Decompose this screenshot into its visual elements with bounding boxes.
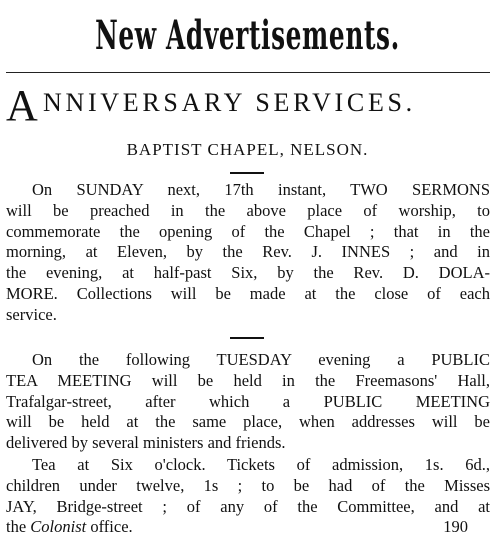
paragraph-tickets <box>6 455 490 538</box>
text-line: TEA MEETING will be held in the Freemasons' Hall, <box>6 370 490 390</box>
text-line: commemorate the opening of the Chapel ; that in the <box>6 221 490 241</box>
text-line: children under twelve, 1s ; to be had of the Misses <box>6 475 490 495</box>
paragraph-sunday-services <box>6 180 490 326</box>
text-line: service. <box>6 304 57 324</box>
ad-title-text: NNIVERSARY SERVICES. <box>43 88 416 117</box>
text-line: Trafalgar-street, after which a PUBLIC MEETING <box>6 391 490 411</box>
text-line: will be preached in the above place of worship, to <box>6 200 490 220</box>
text-line: delivered by several ministers and friends. <box>6 433 286 453</box>
last-line-suffix: office. <box>86 517 133 537</box>
text-line: On the following TUESDAY evening a PUBLIC <box>32 350 490 369</box>
ad-title <box>6 81 490 132</box>
divider-1 <box>230 172 264 174</box>
ad-reference-number: 190 <box>443 517 468 537</box>
last-line <box>6 517 490 538</box>
divider-2 <box>230 337 264 339</box>
header-rule <box>6 72 490 73</box>
text-line: On SUNDAY next, 17th instant, TWO SERMONS <box>32 180 490 199</box>
ad-subtitle: BAPTIST CHAPEL, NELSON. <box>126 140 369 159</box>
text-line: JAY, Bridge-street ; of any of the Committee, and at <box>6 496 490 516</box>
colonist-italic: Colonist <box>30 517 87 537</box>
text-line: MORE. Collections will be made at the close of each <box>6 283 490 303</box>
text-line: morning, at Eleven, by the Rev. J. INNES ; and in <box>6 242 490 262</box>
text-line: Tea at Six o'clock. Tickets of admission, 1s. 6d., <box>32 455 490 474</box>
text-line: the evening, at half-past Six, by the Rev. D. DOLA- <box>6 263 490 283</box>
section-header: New Advertisements. <box>95 12 400 59</box>
last-line-prefix: the <box>6 517 31 537</box>
ad-title-initial: A <box>6 81 38 130</box>
paragraph-tea-meeting <box>6 350 490 454</box>
text-line: will be held at the same place, when addresses will be <box>6 412 490 432</box>
